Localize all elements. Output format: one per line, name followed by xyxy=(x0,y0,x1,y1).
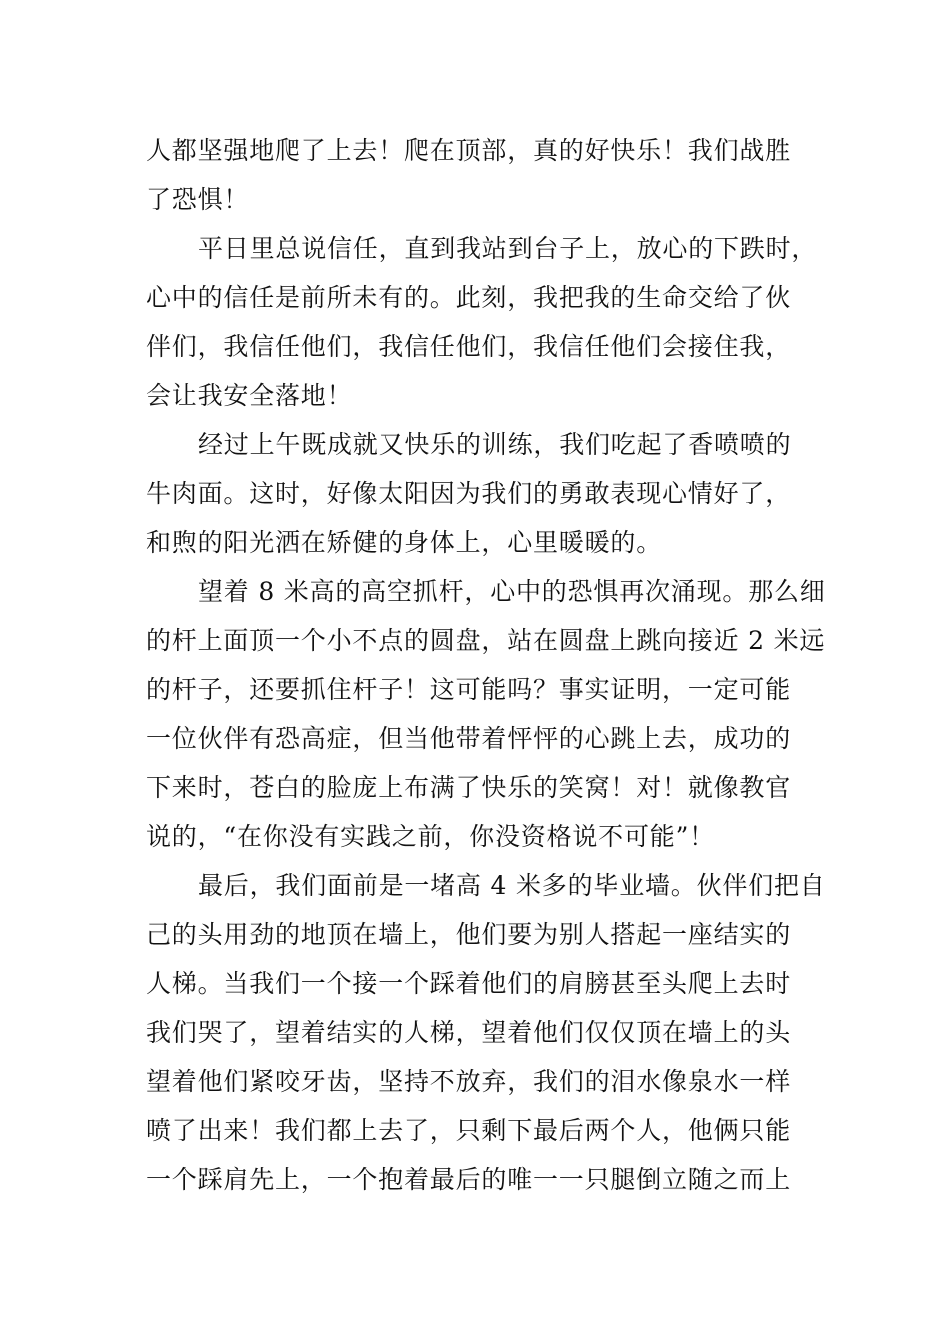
text-line: 我们哭了，望着结实的人梯，望着他们仅仅顶在墙上的头 xyxy=(146,1018,792,1047)
paragraph-start-line: 望着 8 米高的高空抓杆，心中的恐惧再次涌现。那么细 xyxy=(198,577,826,606)
paragraph-start-line: 平日里总说信任，直到我站到台子上，放心的下跌时， xyxy=(198,234,818,263)
text-line: 己的头用劲的地顶在墙上，他们要为别人搭起一座结实的 xyxy=(146,920,792,949)
text-line: 会让我安全落地！ xyxy=(146,381,353,410)
text-line: 说的，“在你没有实践之前，你没资格说不可能”！ xyxy=(146,822,715,851)
text-line: 人都坚强地爬了上去！爬在顶部，真的好快乐！我们战胜 xyxy=(146,136,792,165)
text-line: 牛肉面。这时，好像太阳因为我们的勇敢表现心情好了， xyxy=(146,479,792,508)
text-line: 伴们，我信任他们，我信任他们，我信任他们会接住我， xyxy=(146,332,792,361)
text-line: 的杆上面顶一个小不点的圆盘，站在圆盘上跳向接近 2 米远 xyxy=(146,626,826,655)
text-line: 一个踩肩先上，一个抱着最后的唯一一只腿倒立随之而上 xyxy=(146,1165,792,1194)
document-body xyxy=(146,126,826,1204)
text-line: 喷了出来！我们都上去了，只剩下最后两个人，他俩只能 xyxy=(146,1116,792,1145)
text-line: 的杆子，还要抓住杆子！这可能吗？事实证明，一定可能 xyxy=(146,675,792,704)
text-line: 心中的信任是前所未有的。此刻，我把我的生命交给了伙 xyxy=(146,283,792,312)
paragraph-start-line: 经过上午既成就又快乐的训练，我们吃起了香喷喷的 xyxy=(198,430,792,459)
text-line: 和煦的阳光洒在矫健的身体上，心里暖暖的。 xyxy=(146,528,663,557)
text-line: 一位伙伴有恐高症，但当他带着怦怦的心跳上去，成功的 xyxy=(146,724,792,753)
text-line: 下来时，苍白的脸庞上布满了快乐的笑窝！对！就像教官 xyxy=(146,773,792,802)
text-line: 了恐惧！ xyxy=(146,185,250,214)
paragraph-start-line: 最后，我们面前是一堵高 4 米多的毕业墙。伙伴们把自 xyxy=(198,871,826,900)
text-line: 人梯。当我们一个接一个踩着他们的肩膀甚至头爬上去时 xyxy=(146,969,792,998)
text-line: 望着他们紧咬牙齿，坚持不放弃，我们的泪水像泉水一样 xyxy=(146,1067,792,1096)
